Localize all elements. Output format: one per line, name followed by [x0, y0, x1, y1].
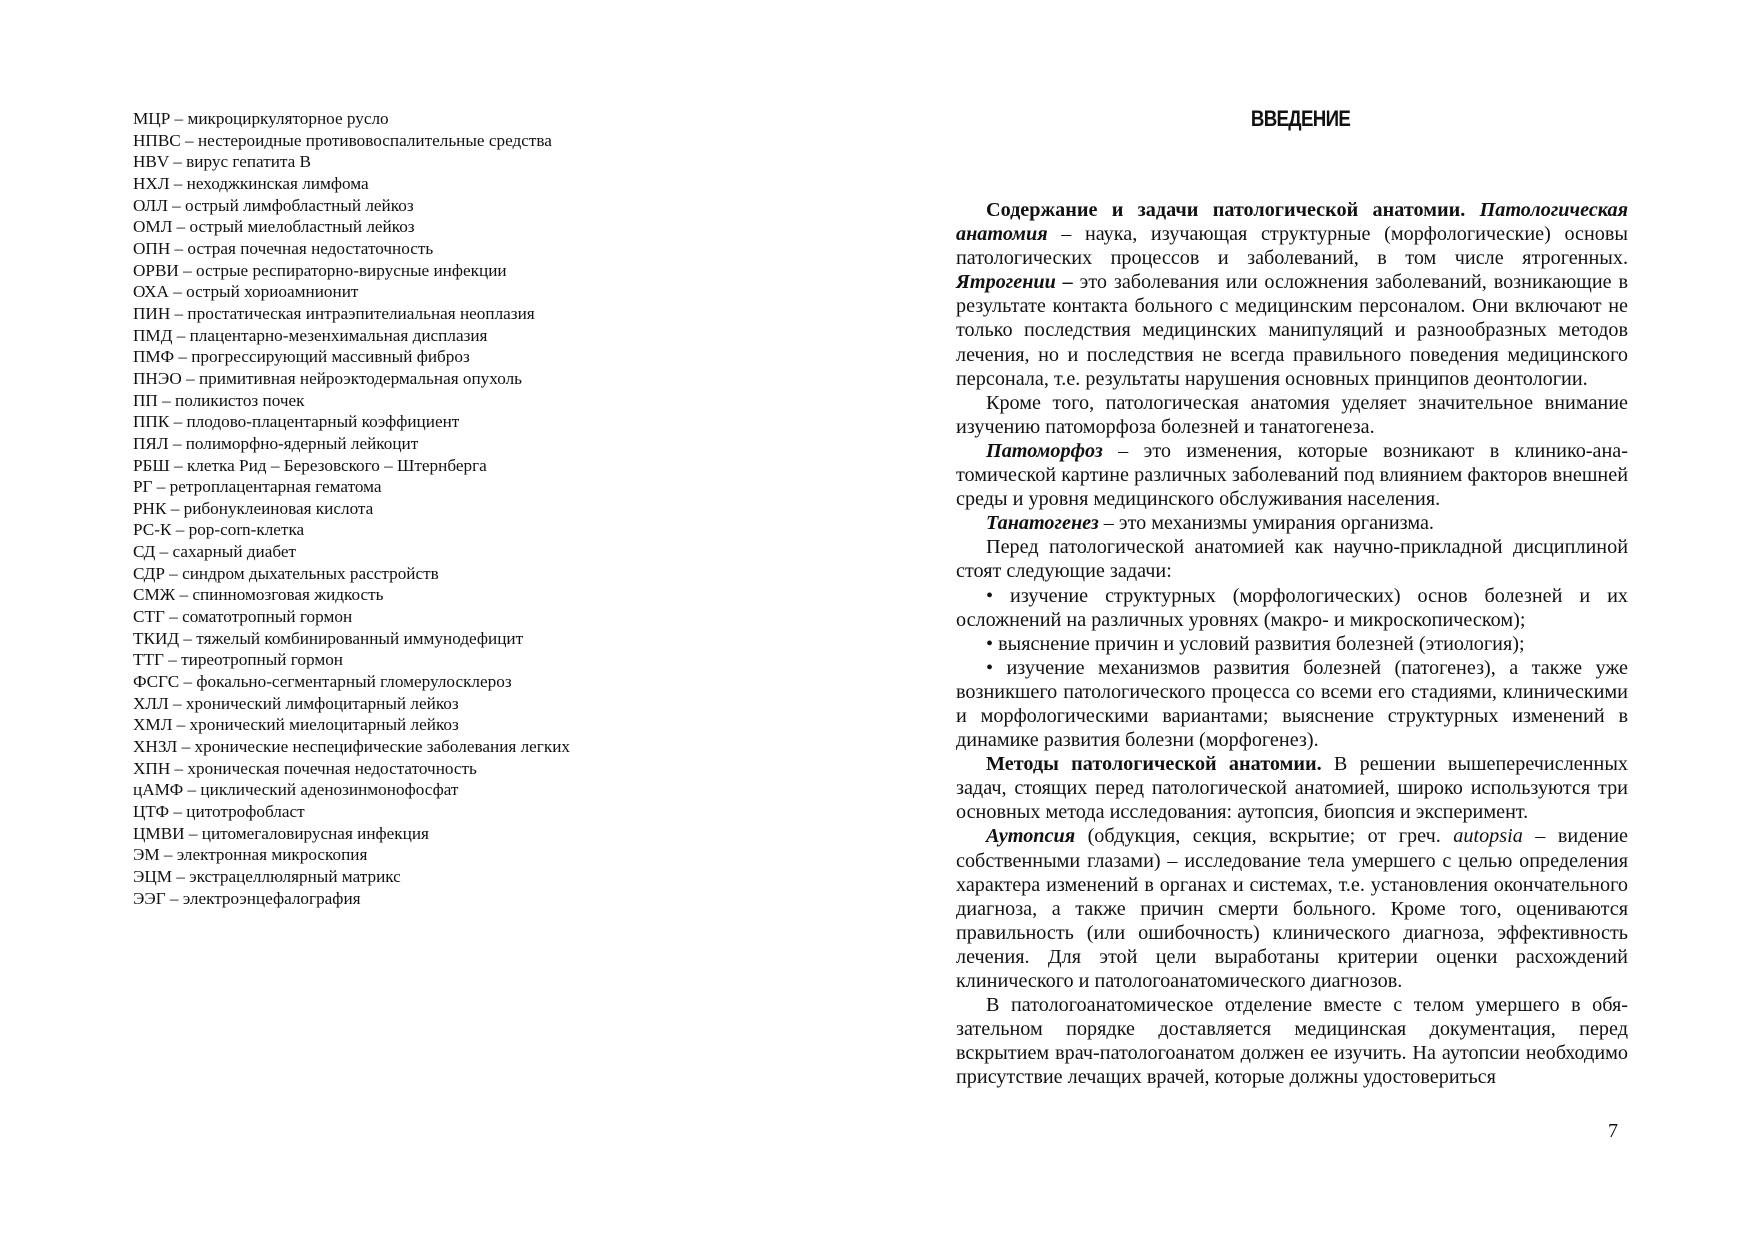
- abbreviation-item: ЭЭГ – электроэнцефалография: [133, 888, 361, 908]
- abbreviation-item: ФСГС – фокально-сегментарный гломерулосклероз: [133, 672, 512, 692]
- paragraph-tasks-intro: Перед патологической анатомией как научно-прикладной дисциплиной стоят следующие задачи:: [956, 536, 1628, 583]
- bullet-item: • выяснение причин и условий развития болезней (этиология);: [986, 632, 1525, 655]
- abbreviation-item: НХЛ – неходжкинская лимфома: [133, 173, 369, 193]
- section-lead: Методы патологической анатомии.: [986, 753, 1322, 776]
- paragraph-autopsy: [956, 824, 1628, 993]
- page-number: 7: [1608, 1120, 1618, 1142]
- abbreviation-item: РНК – рибонуклеиновая кислота: [133, 498, 374, 518]
- abbreviation-item: ПНЭО – примитивная нейроэктодермальная опухоль: [133, 368, 523, 388]
- abbreviation-item: ТТГ – тиреотропный гормон: [133, 650, 343, 670]
- abbreviations-list: [133, 108, 753, 909]
- abbreviation-item: РБШ – клетка Рид – Березовского – Штернберга: [133, 455, 487, 475]
- term-autopsy: Аутопсия: [986, 825, 1076, 848]
- abbreviation-item: ХПН – хроническая почечная недостаточность: [133, 758, 477, 778]
- abbreviation-item: ПМД – плацентарно-мезенхимальная дисплазия: [133, 325, 488, 345]
- abbreviation-item: МЦР – микроциркуляторное русло: [133, 109, 389, 128]
- abbreviation-item: РГ – ретроплацентарная гематома: [133, 477, 382, 497]
- paragraph-text: это заболевания или осложнения заболеваний, возникающие в результате контакта больного с медицинским персоналом. Они включают не только последствия медицинских манипуляций и разнообразных методов лечения, но и последствия не всегда правильного поведения медицинского персонала, т.е. результаты нарушения основных принципов деонтологии.: [956, 271, 1628, 390]
- paragraph-content-and-tasks: [956, 198, 1628, 391]
- paragraph-text: – наука, изучающая структурные (морфологические) основы патологических процессов и заболеваний, в том числе ятрогенных.: [956, 223, 1628, 270]
- foreign-term: autopsia: [1453, 825, 1523, 848]
- abbreviation-item: ЦТФ – цитотрофобласт: [133, 802, 305, 821]
- abbreviation-item: СМЖ – спинномозговая жидкость: [133, 585, 384, 605]
- paragraph-text: В решении вышеперечисленных задач, стоящих перед патологической анатомией, широко используются три основных метода исследования: аутопсия, биопсия и эксперимент.: [956, 753, 1628, 824]
- paragraph-pathomorphosis: [956, 439, 1628, 511]
- paragraph-text: – это изменения, которые возникают в клинико-анатомической картине различных заболеваний под влиянием факторов внешней среды и уровня медицинского обслуживания населения.: [956, 439, 1628, 511]
- abbreviation-item: ЭЦМ – экстрацеллюлярный матрикс: [133, 866, 401, 886]
- paragraph-documentation: В патологоанатомическое отделение вместе с телом умершего в обязательном порядке доставляется медицинская документация, перед вскрытием врач-патологоанатом должен ее изучить. На аутопсии необходимо присутствие лечащих врачей, которые должны удостовериться: [956, 994, 1628, 1089]
- abbreviation-item: ХЛЛ – хронический лимфоцитарный лейкоз: [133, 693, 459, 713]
- bullet-item: • изучение механизмов развития болезней (патогенез), а также уже возникшего патологического процесса со всеми его стадиями, клиническими и морфологическими вариантами; выяснение структурных изменений в динамике развития болезни (морфогенез).: [956, 656, 1628, 752]
- abbreviation-item: ОРВИ – острые респираторно-вирусные инфекции: [133, 260, 507, 280]
- section-lead: Содержание и задачи патологической анатомии.: [986, 199, 1466, 221]
- abbreviation-item: ПИН – простатическая интраэпителиальная неоплазия: [133, 303, 535, 323]
- introduction-page: [956, 106, 1629, 1089]
- abbreviation-item: ОЛЛ – острый лимфобластный лейкоз: [133, 195, 414, 215]
- term-pathomorphosis: Патоморфоз: [986, 439, 1103, 462]
- paragraph-methods: [956, 752, 1628, 824]
- abbreviation-item: СД – сахарный диабет: [133, 542, 297, 562]
- abbreviation-item: ПП – поликистоз почек: [133, 390, 305, 410]
- abbreviation-item: ОХА – острый хориоамнионит: [133, 282, 359, 302]
- abbreviation-item: ХМЛ – хронический миелоцитарный лейкоз: [133, 715, 459, 735]
- abbreviation-item: цАМФ – циклический аденозинмонофосфат: [133, 780, 459, 800]
- abbreviation-item: ЦМВИ – цитомегаловирусная инфекция: [133, 823, 429, 843]
- term-iatrogenies: Ятрогении –: [956, 271, 1073, 294]
- paragraph-thanatogenesis: [956, 511, 1628, 535]
- abbreviation-item: HBV – вирус гепатита В: [133, 152, 312, 172]
- abbreviation-item: НПВС – нестероидные противовоспалительные средства: [133, 130, 552, 150]
- abbreviation-item: ХНЗЛ – хронические неспецифические заболевания легких: [133, 737, 570, 757]
- abbreviation-item: СТГ – соматотропный гормон: [133, 607, 353, 627]
- introduction-body: [956, 198, 1628, 1089]
- abbreviation-item: ППК – плодово-плацентарный коэффициент: [133, 412, 460, 432]
- abbreviation-item: ТКИД – тяжелый комбинированный иммунодефицит: [133, 628, 524, 648]
- paragraph-text: – видение собственными глазами) – исследование тела умершего с целью определения характера изменений в органах и системах, т.е. установления окончательного диагноза, а также причин смерти больного. Кроме того, оцениваются правильность (или ошибочность) клинического диагноза, эффективность лечения. Для этой цели выработаны критерии оценки расхождений клинического и патологоанатомического диагнозов.: [956, 825, 1629, 992]
- abbreviation-item: ЭМ – электронная микроскопия: [133, 845, 368, 865]
- abbreviation-item: ПМФ – прогрессирующий массивный фиброз: [133, 347, 470, 367]
- abbreviation-item: ПЯЛ – полиморфно-ядерный лейкоцит: [133, 433, 419, 453]
- paragraph-text: (обдукция, секция, вскрытие; от греч.: [1075, 825, 1454, 848]
- paragraph-text: – это механизмы умирания организма.: [1098, 512, 1434, 535]
- page-title: ВВЕДЕНИЕ: [1250, 106, 1351, 131]
- abbreviation-item: ОПН – острая почечная недостаточность: [133, 238, 434, 258]
- term-thanatogenesis: Танатогенез: [986, 512, 1099, 535]
- paragraph-pathomorphosis-intro: Кроме того, патологическая анатомия уделяет значительное внимание изучению патоморфоза болезней и танатогенеза.: [956, 391, 1628, 438]
- abbreviation-item: РС-К – pop-corn-клетка: [133, 520, 305, 540]
- term-pathological-anatomy: Патологическая анатомия: [956, 199, 1629, 246]
- abbreviation-item: СДР – синдром дыхательных расстройств: [133, 563, 439, 583]
- bullet-item: • изучение структурных (морфологических) основ болезней и их осложнений на различных уровнях (макро- и микроскопическом);: [956, 584, 1628, 631]
- abbreviation-item: ОМЛ – острый миелобластный лейкоз: [133, 217, 415, 237]
